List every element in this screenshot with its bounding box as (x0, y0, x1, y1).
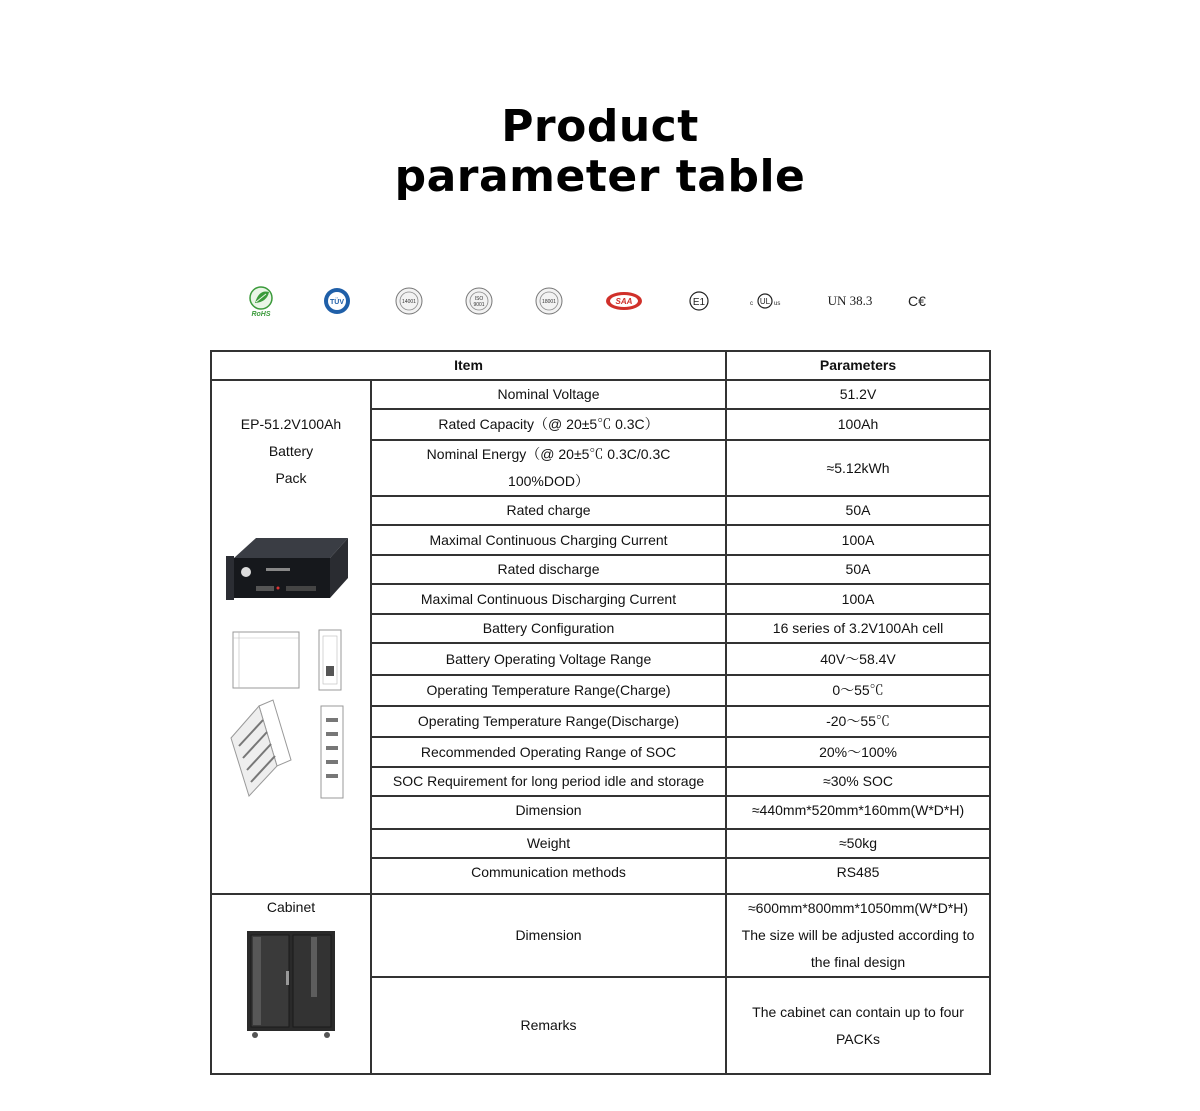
iso-9001-seal-icon (462, 284, 496, 318)
page-title (0, 102, 1200, 202)
row-value: 16 series of 3.2V100Ah cell (726, 614, 990, 643)
row-item (371, 440, 726, 496)
row-item: SOC Requirement for long period idle and storage (371, 767, 726, 796)
row-value-line-2: PACKs (835, 1030, 881, 1047)
ohsas-18001-seal-icon (532, 284, 566, 318)
row-value: 100A (726, 584, 990, 614)
row-item: Battery Configuration (371, 614, 726, 643)
pack-model: EP-51.2V100Ah (240, 416, 342, 432)
row-value (726, 977, 990, 1074)
row-value: -20～55℃ (726, 706, 990, 737)
row-value: 20%～100% (726, 737, 990, 767)
svg-text:9001: 9001 (473, 302, 485, 308)
row-value: 50A (726, 496, 990, 525)
row-value: RS485 (726, 858, 990, 894)
row-value: ≈5.12kWh (726, 440, 990, 496)
row-value-line-1: ≈600mm*800mm*1050mm(W*D*H) (747, 900, 969, 916)
parameter-table (210, 350, 991, 1075)
row-item-line-1: Nominal Energy（@ 20±5℃ 0.3C/0.3C (426, 446, 671, 462)
row-item: Rated charge (371, 496, 726, 525)
row-item: Battery Operating Voltage Range (371, 643, 726, 675)
row-value: 0～55℃ (726, 675, 990, 706)
row-item: Operating Temperature Range(Discharge) (371, 706, 726, 737)
row-value-line-3: the final design (810, 954, 906, 970)
row-item: Rated Capacity（@ 20±5℃ 0.3C） (371, 409, 726, 440)
cabinet-cell (211, 894, 371, 1074)
row-value-line-1: The cabinet can contain up to four (752, 1003, 964, 1020)
row-item: Communication methods (371, 858, 726, 894)
pack-word-pack: Pack (275, 470, 307, 486)
row-value: ≈440mm*520mm*160mm(W*D*H) (726, 796, 990, 829)
row-item: Dimension (371, 796, 726, 829)
svg-text:E1: E1 (692, 297, 706, 308)
row-item: Operating Temperature Range(Charge) (371, 675, 726, 706)
row-item: Nominal Voltage (371, 380, 726, 409)
cabinet-label: Cabinet (266, 899, 316, 915)
table-row (211, 894, 990, 977)
pack-word-battery: Battery (268, 443, 314, 459)
ul-logo-icon (746, 284, 786, 318)
row-item: Weight (371, 829, 726, 858)
battery-pack-image (226, 532, 356, 608)
svg-text:14001: 14001 (402, 299, 416, 305)
svg-text:us: us (774, 301, 781, 307)
svg-text:18001: 18001 (542, 299, 556, 305)
svg-text:c: c (750, 301, 753, 307)
table-header-row (211, 351, 990, 380)
row-value-line-2: The size will be adjusted according to (741, 927, 975, 943)
table-row (211, 380, 990, 409)
row-value: 50A (726, 555, 990, 584)
certification-strip (230, 284, 950, 318)
svg-text:RoHS: RoHS (251, 311, 271, 317)
title-line-2: parameter table (394, 151, 806, 202)
row-item: Recommended Operating Range of SOC (371, 737, 726, 767)
row-value: 40V～58.4V (726, 643, 990, 675)
row-value: 100A (726, 525, 990, 555)
header-parameters: Parameters (726, 351, 990, 380)
row-item: Maximal Continuous Discharging Current (371, 584, 726, 614)
row-value: 100Ah (726, 409, 990, 440)
e-mark-icon (684, 284, 714, 318)
row-item: Maximal Continuous Charging Current (371, 525, 726, 555)
header-item: Item (211, 351, 726, 380)
cabinet-image (241, 927, 341, 1039)
tuv-seal-icon (320, 284, 354, 318)
iso-14001-seal-icon (392, 284, 426, 318)
row-value: ≈30% SOC (726, 767, 990, 796)
un383-label: UN 38.3 (827, 293, 873, 308)
row-item-line-2: 100%DOD） (508, 473, 589, 489)
technical-drawing-image (229, 628, 353, 808)
row-item: Remarks (371, 977, 726, 1074)
row-item: Dimension (371, 894, 726, 977)
battery-pack-cell (211, 380, 371, 894)
svg-text:ISO: ISO (474, 296, 484, 302)
svg-text:UL: UL (759, 297, 771, 306)
svg-text:SAA: SAA (615, 297, 633, 306)
title-line-1: Product (501, 101, 699, 152)
svg-text:TÜV: TÜV (330, 299, 344, 306)
saa-logo-icon (602, 284, 646, 318)
row-value: 51.2V (726, 380, 990, 409)
row-item: Rated discharge (371, 555, 726, 584)
row-value: ≈50kg (726, 829, 990, 858)
row-value (726, 894, 990, 977)
rohs-leaf-icon (244, 284, 278, 318)
ce-mark-icon: C€ (908, 293, 926, 309)
